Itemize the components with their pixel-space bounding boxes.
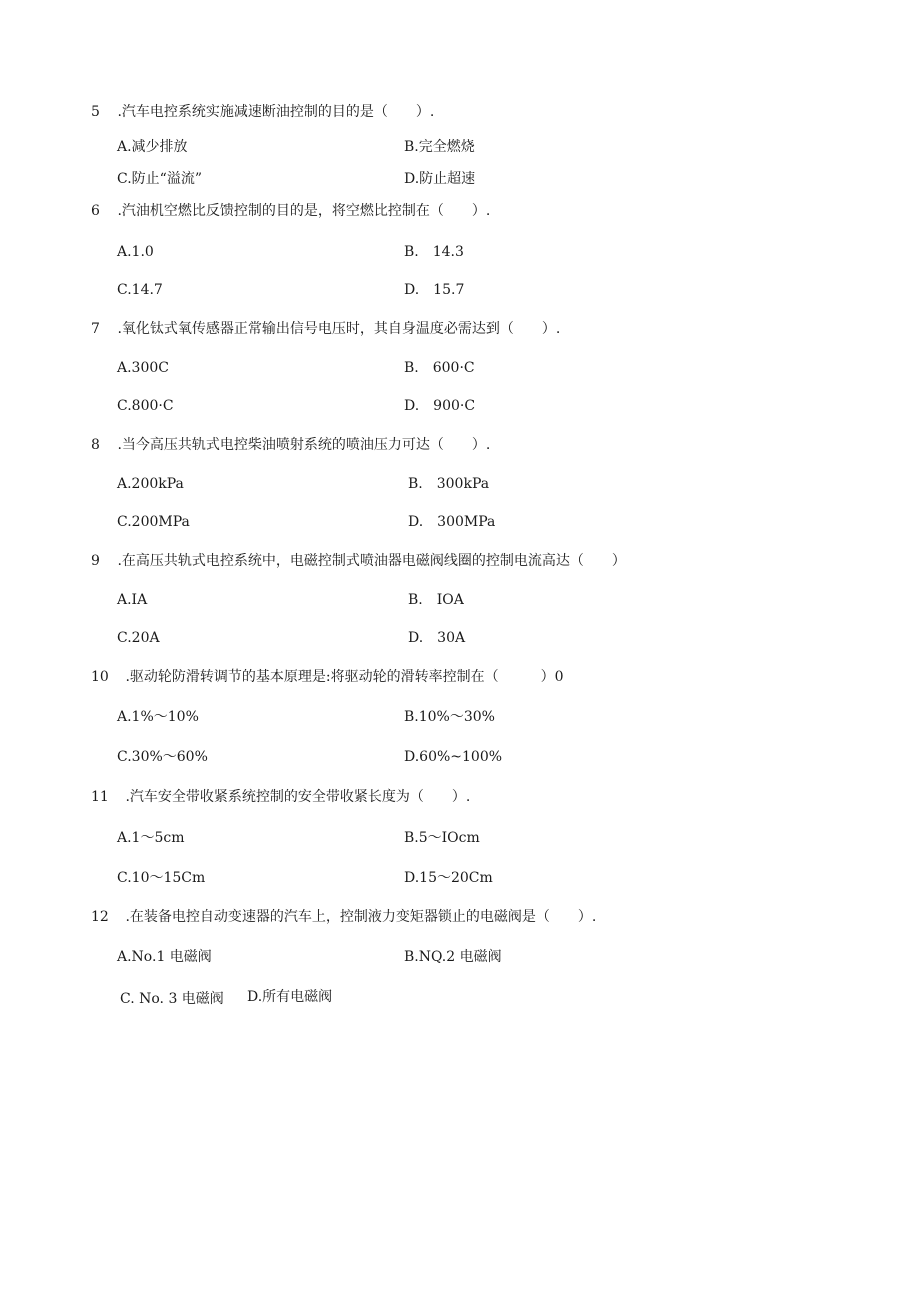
option-a: A.1.0: [117, 244, 154, 260]
option-c: C.200MPa: [117, 514, 190, 530]
option-d: D. 300MPa: [408, 514, 496, 530]
option-c: C. No. 3 电磁阀: [120, 991, 224, 1007]
option-d: D.所有电磁阀: [247, 989, 333, 1005]
option-a: A.300C: [117, 360, 169, 376]
question-6: [91, 202, 490, 220]
option-c: C.10～15Cm: [117, 870, 206, 886]
option-d: D. 15.7: [404, 282, 465, 298]
option-b: B.5～IOcm: [404, 830, 480, 846]
question-11: [91, 788, 470, 806]
question-text: .汽车电控系统实施减速断油控制的目的是（ ）.: [117, 104, 435, 120]
question-text: .汽油机空燃比反馈控制的目的是，将空燃比控制在（ ）.: [117, 203, 491, 219]
option-b: B.完全燃烧: [404, 139, 475, 155]
question-text: .当今高压共轨式电控柴油喷射系统的喷油压力可达（ ）.: [117, 437, 491, 453]
question-number: 10: [91, 669, 109, 685]
question-12: [91, 908, 596, 926]
option-a: A.IA: [117, 592, 148, 608]
question-10: [91, 668, 564, 686]
option-b: B. 14.3: [404, 244, 464, 260]
option-d: D.15～20Cm: [404, 870, 493, 886]
option-b: B.NQ.2 电磁阀: [404, 949, 502, 965]
question-9: [91, 552, 626, 570]
question-text: .在装备电控自动变速器的汽车上，控制液力变矩器锁止的电磁阀是（ ）.: [125, 909, 597, 925]
option-c: C.防止“溢流”: [117, 171, 202, 187]
question-number: 6: [91, 203, 100, 219]
option-d: D. 30A: [408, 630, 466, 646]
question-text: .汽车安全带收紧系统控制的安全带收紧长度为（ ）.: [125, 789, 471, 805]
question-text: .驱动轮防滑转调节的基本原理是:将驱动轮的滑转率控制在（ ）0: [125, 669, 564, 685]
question-number: 8: [91, 437, 100, 453]
option-a: A.1～5cm: [117, 830, 185, 846]
question-number: 5: [91, 104, 100, 120]
question-8: [91, 436, 490, 454]
option-b: B. 600·C: [404, 360, 475, 376]
option-b: B.10%～30%: [404, 709, 495, 725]
option-d: D.60%~100%: [404, 749, 503, 765]
question-number: 9: [91, 553, 100, 569]
question-text: .氧化钛式氧传感器正常输出信号电压时，其自身温度必需达到（ ）.: [117, 321, 561, 337]
question-text: .在高压共轨式电控系统中，电磁控制式喷油器电磁阀线圈的控制电流高达（ ）: [117, 553, 626, 569]
option-c: C.30%～60%: [117, 749, 208, 765]
option-a: A.No.1 电磁阀: [117, 949, 212, 965]
option-a: A.减少排放: [117, 139, 188, 155]
question-7: [91, 320, 560, 338]
question-number: 11: [91, 789, 109, 805]
option-a: A.1%～10%: [117, 709, 199, 725]
option-b: B. 300kPa: [408, 476, 490, 492]
question-5: [91, 103, 434, 121]
option-c: C.14.7: [117, 282, 163, 298]
option-c: C.800·C: [117, 398, 174, 414]
question-number: 7: [91, 321, 100, 337]
option-a: A.200kPa: [117, 476, 184, 492]
option-d: D.防止超速: [404, 171, 476, 187]
option-b: B. IOA: [408, 592, 464, 608]
question-number: 12: [91, 909, 109, 925]
option-d: D. 900·C: [404, 398, 476, 414]
option-c: C.20A: [117, 630, 160, 646]
